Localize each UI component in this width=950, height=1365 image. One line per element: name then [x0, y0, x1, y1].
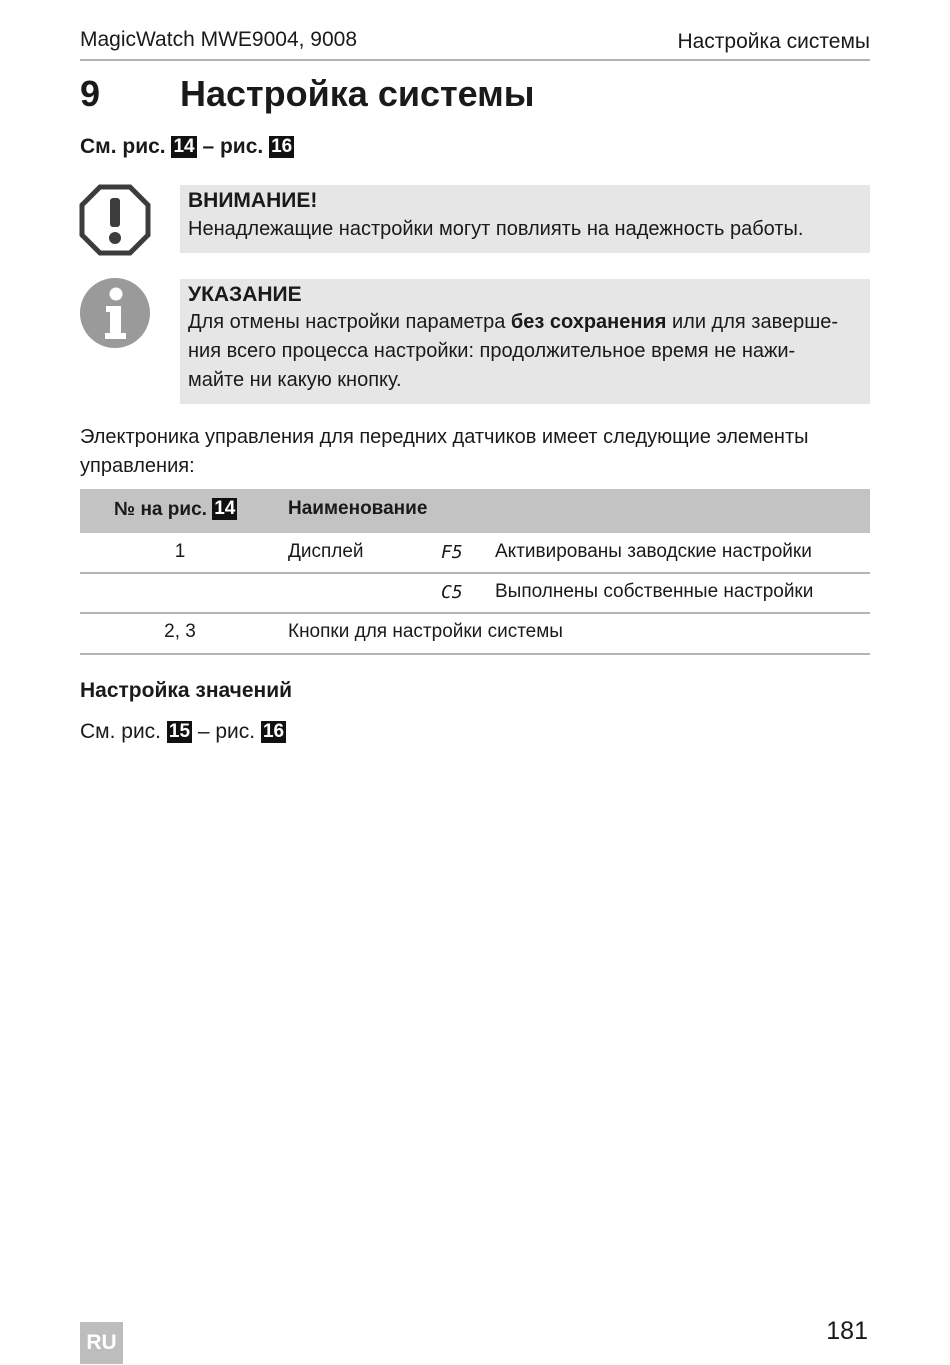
figure-number-badge: 14: [214, 498, 236, 519]
intro-paragraph: Электроника управления для передних датчиков имеет следующие элементы управления:: [80, 426, 809, 477]
figure-ref-prefix: См. рис.: [80, 720, 162, 743]
table-cell-name: Дисплей: [288, 541, 364, 562]
table-cell-description: Выполнены собственные настройки: [495, 581, 814, 602]
table-header-number-label: № на рис.: [114, 499, 207, 520]
display-code: C5: [441, 582, 463, 603]
table-cell-description: Активированы заводские настройки: [495, 541, 812, 562]
figure-ref-separator: – рис.: [202, 135, 264, 158]
table-cell-name: Кнопки для настройки системы: [288, 621, 563, 642]
chapter-heading: [80, 73, 535, 115]
language-badge: RU: [80, 1322, 123, 1364]
table-header-number: [114, 498, 237, 521]
figure-ref-separator: – рис.: [197, 720, 256, 743]
note-text-line: ния всего процесса настройки: продолжительное время не нажи-: [188, 340, 796, 362]
warning-title: ВНИМАНИЕ!: [188, 189, 318, 212]
figure-reference: [80, 720, 286, 744]
table-cell-number: 1: [174, 541, 186, 562]
warning-text: Ненадлежащие настройки могут повлиять на надежность работы.: [188, 218, 804, 240]
running-header-section: Настройка системы: [677, 30, 870, 53]
chapter-title: Настройка системы: [180, 73, 535, 114]
page-number: 181: [826, 1317, 868, 1345]
figure-reference: [80, 135, 294, 159]
note-text-line: [188, 311, 838, 334]
chapter-number: 9: [80, 73, 101, 114]
figure-number-badge: 15: [168, 721, 191, 742]
figure-number-badge: 14: [173, 136, 195, 157]
table-bottom-rule: [80, 653, 870, 655]
note-text-emphasis: без сохранения: [510, 311, 667, 333]
figure-ref-prefix: См. рис.: [80, 135, 166, 158]
info-circle-icon: [79, 277, 151, 349]
note-text-part: Для отмены настройки параметра: [188, 311, 511, 333]
header-divider: [80, 59, 870, 61]
figure-number-badge: 16: [262, 721, 285, 742]
exclamation-octagon-icon: [79, 184, 151, 256]
display-code: F5: [441, 542, 463, 563]
table-row-divider: [80, 572, 870, 574]
note-text-line: майте ни какую кнопку.: [188, 369, 402, 391]
note-text-part: или для заверше-: [666, 311, 839, 333]
table-cell-number: 2, 3: [164, 621, 196, 642]
table-header-name: Наименование: [288, 498, 428, 519]
table-row-divider: [80, 612, 870, 614]
subsection-title: Настройка значений: [80, 679, 293, 702]
figure-number-badge: 16: [271, 136, 293, 157]
running-header-product: MagicWatch MWE9004, 9008: [80, 28, 358, 51]
note-title: УКАЗАНИЕ: [188, 283, 302, 306]
